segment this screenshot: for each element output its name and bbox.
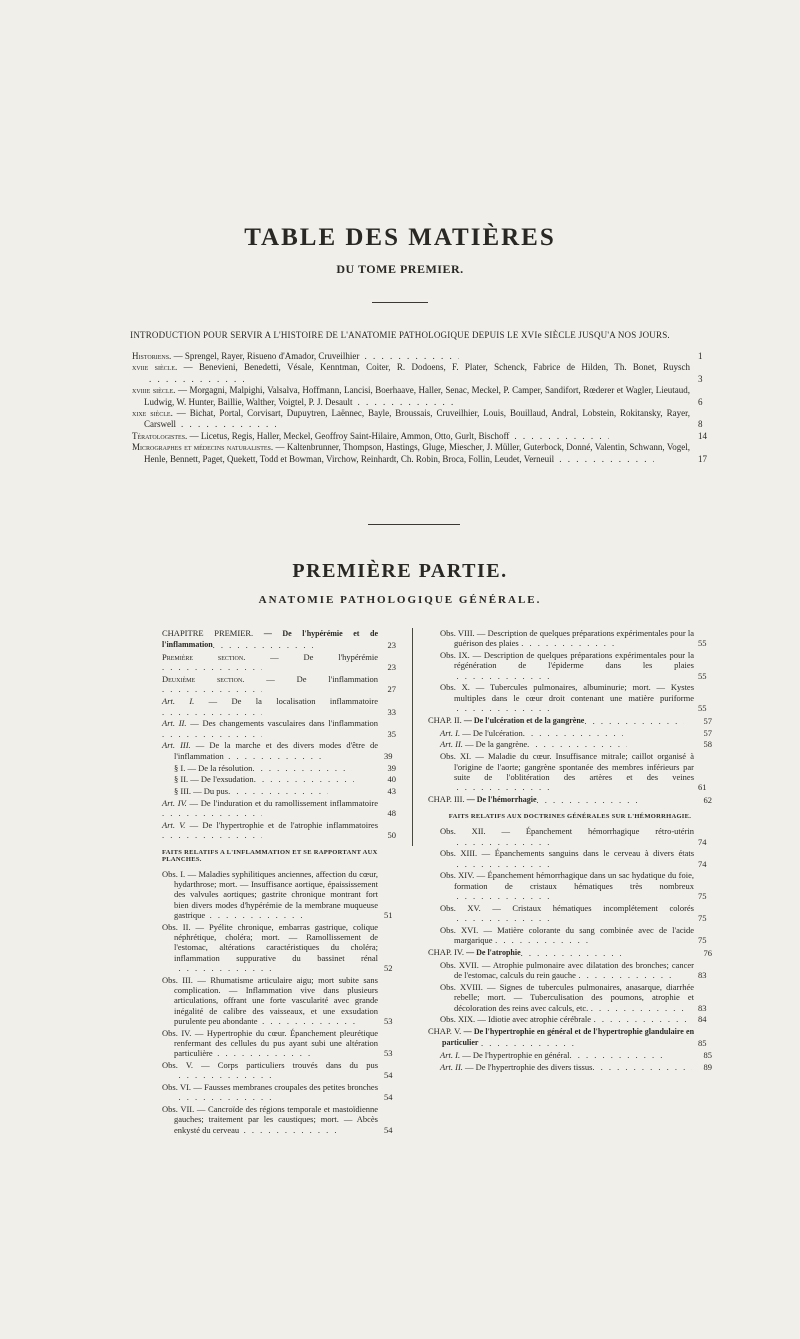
leader-dots <box>213 1048 313 1058</box>
obs-entry: Obs. VII. — Cancroïde des régions temporale et mastoïdienne gauches; traitement par les caustiques; mort. — Abcès enkysté du cerveau. . . 54 <box>162 1104 396 1135</box>
entry-label: Obs. IX. <box>440 650 470 661</box>
leader-dots <box>454 891 554 901</box>
leader-dots <box>353 397 453 408</box>
page-number: 48 <box>387 808 396 819</box>
obs-entry: Obs. XIX. — Idiotie avec atrophie cérébrale. . . 84 <box>428 1014 712 1024</box>
entry-label: Obs. XI. <box>440 751 472 762</box>
title-rule <box>372 302 428 303</box>
entry-text: — Corps particuliers trouvés dans du pus <box>201 1059 379 1070</box>
obs-entry: Obs. VI. — Fausses membranes croupales des petites bronches. . . 54 <box>162 1082 396 1103</box>
page-number: 33 <box>387 706 396 717</box>
entry-text: — De l'ulcération <box>462 727 523 738</box>
entry-text: — Cristaux hématiques incomplétement colorés <box>492 902 694 913</box>
leader-dots <box>224 751 324 761</box>
toc-entry <box>162 763 396 773</box>
entry-label: § III. <box>174 786 191 797</box>
entry-text: — Description de quelques préparations expérimentales pour la guérison des plaies <box>454 628 695 649</box>
leader-dots <box>205 910 305 920</box>
right-column <box>428 628 712 1074</box>
entry-label: Micrographes et médecins naturalistes. <box>132 442 274 453</box>
entry-label: Obs. II. <box>162 921 191 932</box>
entry-label: Obs. I. <box>162 868 186 879</box>
entry-text: — De l'hypérémie <box>270 652 378 663</box>
leader-dots <box>174 1070 274 1080</box>
obs-entry: Obs. XI. — Maladie du cœur. Insuffisance mitrale; caillot organisé à l'origine de l'aorte; gangrène spontanée des membres inférieurs par suite de l'oblitération des artères et des veines. . . 61 <box>428 751 712 792</box>
entry-text: — Rhumatisme articulaire aigu; mort subite sans complication. — Inflammation vive dans plusieurs articulations, offrant une forte vascularité avec grande inégalité de calibre des vaisseaux, et une exsudation purulente peu abondante <box>174 974 378 1026</box>
page-number: 35 <box>387 728 396 739</box>
leader-dots <box>162 830 262 840</box>
leader-dots <box>527 739 627 749</box>
obs-entry: Obs. IV. — Hypertrophie du cœur. Épanchement pleurétique renfermant des cellules du pus ayant subi une altération particulière. . . 53 <box>162 1028 396 1059</box>
obs-entry: Obs. XII. — Épanchement hémorrhagique rétro-utérin. . . 74 <box>428 826 712 847</box>
entry-label: Art. II. <box>162 718 187 729</box>
entry-text: — Morgagni, Malpighi, Valsalva, Hoffmann, Lancisi, Boerhaave, Haller, Senac, Meckel, P. Camper, Sandifort, Rœderer et Wagler, Lieutaud, Ludwig, W. Hunter, Baillie, Walther, Voigtel, P. J. Desault <box>144 385 690 407</box>
entry-label: Art. I. <box>440 1050 461 1061</box>
entry-label: xviiie siècle. <box>132 385 176 396</box>
obs-entry: Obs. II. — Pyélite chronique, embarras gastrique, colique néphrétique, choléra; mort. — Ramollissement de l'estomac, altérations caractéristiques du choléra; inflammation suppurative du bassinet rénal. . . 52 <box>162 922 396 973</box>
entry-label: Obs. XVI. <box>440 924 479 935</box>
leader-dots <box>493 935 593 945</box>
obs-entry: Obs. VIII. — Description de quelques préparations expérimentales pour la guérison des plaies. . . 55 <box>428 628 712 649</box>
toc-entry <box>162 652 396 673</box>
entry-text: — Atrophie pulmonaire avec dilatation des bronches; cancer de l'estomac, calculs du rein gauche <box>454 959 695 981</box>
obs-entry: Obs. XV. — Cristaux hématiques incomplétement colorés. . . 75 <box>428 903 712 924</box>
entry-text: — Maladies syphilitiques anciennes, affection du cœur, hydarthrose; mort. — Insuffisance aortique, épaississement des valvules aortiques; gastrite chronique montrant fort bien divers modes d'hypérémie de la membrane muqueuse gastrique <box>174 868 378 920</box>
page-number: 43 <box>387 786 396 797</box>
page-number: 50 <box>387 830 396 841</box>
obs-entry: Obs. XIV. — Épanchement hémorrhagique dans un sac hydatique du foie, formation de cristaux hématiques très nombreux. . . 75 <box>428 870 712 901</box>
entry-text: — Licetus, Regis, Haller, Meckel, Geoffroy Saint-Hilaire, Ammon, Otto, Gurlt, Bischoff <box>189 430 510 441</box>
chapter-entry <box>428 947 712 958</box>
entry-label: Obs. IV. <box>162 1027 192 1038</box>
leader-dots <box>144 374 244 385</box>
page-number: 85 <box>703 1050 712 1061</box>
obs-entry: Obs. I. — Maladies syphilitiques anciennes, affection du cœur, hydarthrose; mort. — Insuffisance aortique, épaississement des valvules aortiques; gastrite chronique montrant fort bien divers modes d'hypérémie de la membrane muqueuse gastrique. . . 51 <box>162 869 396 920</box>
entry-text: — De l'ulcération et de la gangrène <box>463 715 585 725</box>
entry-label: Première section. <box>162 652 246 663</box>
entry-label: Obs. V. <box>162 1059 193 1070</box>
toc-entry <box>162 774 396 784</box>
intro-entry: Historiens. — Sprengel, Rayer, Risueno d'Amador, Cruveilhier. . . 1 <box>132 351 710 362</box>
entry-label: Obs. III. <box>162 974 193 985</box>
entry-text: — De l'hémorrhagie <box>466 794 537 804</box>
page-number: 76 <box>703 948 712 959</box>
leader-dots <box>254 774 354 784</box>
main-title: TABLE DES MATIÈRES <box>244 224 556 251</box>
leader-dots <box>509 431 609 442</box>
leader-dots <box>239 1125 339 1135</box>
page-number: 57 <box>703 727 712 738</box>
entry-text: — De la localisation inflammatoire <box>208 696 378 707</box>
leader-dots <box>576 970 676 980</box>
entry-text: — Bichat, Portal, Corvisart, Dupuytren, Laënnec, Bayle, Broussais, Cruveilhier, Louis, Bouillaud, Andral, Lobstein, Rokitansky, Rayer, Carswell <box>144 408 690 430</box>
leader-dots <box>174 1092 274 1102</box>
entry-text: — De l'exsudation <box>190 774 254 785</box>
page-number: 62 <box>703 794 712 805</box>
entry-text: — Idiotie avec atrophie cérébrale <box>477 1014 592 1025</box>
entry-label: Obs. XIV. <box>440 870 475 881</box>
entry-label: Obs. XII. <box>440 826 486 837</box>
entry-text: — Benevieni, Benedetti, Vésale, Kenntman, Coiter, R. Dodoens, F. Plater, Schenck, Fabrice de Hilden, Th. Bonet, Ruysch <box>183 362 690 373</box>
entry-text: — De l'induration et du ramollissement inflammatoire <box>189 797 378 808</box>
entry-label: CHAP. II. <box>428 714 462 725</box>
toc-entry <box>428 1050 712 1060</box>
entry-label: CHAP. IV. <box>428 947 464 958</box>
entry-label: Art. I. <box>440 727 461 738</box>
section-heading: FAITS RELATIFS AUX DOCTRINES GÉNÉRALES SUR L'HÉMORRHAGIE. <box>448 813 692 821</box>
leader-dots <box>252 763 352 773</box>
entry-text: — Épanchements sanguins dans le cerveau à divers états <box>481 848 695 859</box>
page-number: 58 <box>703 739 712 750</box>
toc-entry <box>162 820 396 841</box>
toc-entry <box>162 674 396 695</box>
leader-dots <box>521 948 621 958</box>
entry-label: Obs. X. <box>440 682 470 693</box>
entry-label: Historiens. <box>132 351 172 361</box>
leader-dots <box>213 640 313 650</box>
entry-text: — Épanchement hémorrhagique dans un sac hydatique du foie, formation de cristaux hématiques très nombreux <box>454 870 694 891</box>
leader-dots <box>478 1038 578 1048</box>
entry-text: — De l'atrophie <box>466 948 521 958</box>
leader-dots <box>162 808 262 818</box>
toc-entry <box>428 739 712 749</box>
toc-entry <box>162 628 396 651</box>
entry-text: — De l'hypertrophie en général <box>462 1050 570 1061</box>
entry-label: Art. II. <box>440 739 463 750</box>
entry-label: Deuxième section. <box>162 674 245 685</box>
entry-label: xixe siècle. <box>132 408 173 419</box>
leader-dots <box>592 1062 692 1072</box>
leader-dots <box>554 454 654 465</box>
column-divider <box>412 628 413 846</box>
intro-entry: xixe siècle. — Bichat, Portal, Corvisart, Dupuytren, Laënnec, Bayle, Broussais, Cruveilhier, Louis, Bouillaud, Andral, Lobstein, Rokitansky, Rayer, Carswell. . . 8 <box>132 408 710 431</box>
sub-title: DU TOME PREMIER. <box>336 262 464 276</box>
entry-text: — De la marche et des divers modes d'être de l'inflammation <box>174 740 378 761</box>
obs-entry: Obs. V. — Corps particuliers trouvés dans du pus. . . 54 <box>162 1060 396 1081</box>
entry-label: Obs. XVII. <box>440 959 479 970</box>
entry-label: Tératologistes. <box>132 430 188 441</box>
entry-text: — Description de quelques préparations expérimentales pour la régénération de l'épiderme dans les plaies <box>454 650 694 671</box>
entry-text: — De l'hypertrophie des divers tissus <box>465 1061 593 1072</box>
entry-label: § II. <box>174 774 189 785</box>
leader-dots <box>162 707 262 717</box>
entry-text: — Fausses membranes croupales des petites bronches <box>193 1082 379 1093</box>
leader-dots <box>454 671 554 681</box>
leader-dots <box>588 1003 688 1013</box>
entry-text: — Du pus <box>193 786 229 797</box>
leader-dots <box>537 795 637 805</box>
leader-dots <box>584 716 684 726</box>
intro-list <box>132 351 710 465</box>
chapter-entry <box>428 794 712 805</box>
part-title: PREMIÈRE PARTIE. <box>292 560 508 582</box>
leader-dots <box>454 703 554 713</box>
entry-text: — Tubercules pulmonaires, albuminurie; mort. — Kystes multiples dans le cœur droit contenant une matière puriforme <box>454 682 695 703</box>
toc-entry <box>162 718 396 739</box>
chapter-entry: CHAP. V. — De l'hypertrophie en général et de l'hypertrophie glandulaire en particulier. . . 85 <box>428 1026 712 1049</box>
entry-label: Obs. VII. <box>162 1104 195 1115</box>
page-number: 40 <box>387 774 396 785</box>
intro-entry: Micrographes et médecins naturalistes. — Kaltenbrunner, Thompson, Hastings, Gluge, Miescher, J. Müller, Guterbock, Donné, Valentin, Schwann, Vogel, Henle, Bennett, Paget, Quekett, Todd et Bowman, Virchow, Reinhardt, Ch. Robin, Broca, Follin, Leudet, Verneuil. . . 17 <box>132 442 710 465</box>
entry-text: — Kaltenbrunner, Thompson, Hastings, Gluge, Miescher, J. Müller, Guterbock, Donné, Valentin, Schwann, Vogel, Henle, Bennett, Paget, Quekett, Todd et Bowman, Virchow, Reinhardt, Ch. Robin, Broca, Follin, Leudet, Verneuil <box>144 442 690 464</box>
page-number: 27 <box>387 684 396 695</box>
leader-dots <box>591 1014 691 1024</box>
toc-entry <box>428 1062 712 1072</box>
leader-dots <box>228 786 328 796</box>
entry-text: — Hypertrophie du cœur. Épanchement pleurétique renfermant des cellules du pus ayant subi une altération particulière <box>174 1027 378 1059</box>
entry-text: — Des changements vasculaires dans l'inflammation <box>190 718 379 729</box>
entry-label: Obs. XV. <box>440 902 481 913</box>
entry-label: Obs. VI. <box>162 1082 192 1093</box>
leader-dots <box>174 963 274 973</box>
entry-text: — Épanchement hémorrhagique rétro-utérin <box>501 826 695 837</box>
entry-text: — De l'hypérémie et de l'inflammation <box>162 629 378 650</box>
obs-entry: Obs. XVII. — Atrophie pulmonaire avec dilatation des bronches; cancer de l'estomac, calculs du rein gauche. . . 83 <box>428 960 712 981</box>
entry-text: — Maladie du cœur. Insuffisance mitrale; caillot organisé à l'origine de l'aorte; gangrène spontanée des membres inférieurs par suite de l'oblitération des artères et des veines <box>454 751 694 782</box>
entry-text: — De la résolution <box>187 762 253 773</box>
obs-entry: Obs. XVI. — Matière colorante du sang combinée avec de l'acide margarique. . . 75 <box>428 925 712 946</box>
leader-dots <box>569 1050 669 1060</box>
intro-heading: INTRODUCTION POUR SERVIR A L'HISTOIRE DE L'ANATOMIE PATHOLOGIQUE DEPUIS LE XVIe SIÈCLE JUSQU'A NOS JOURS. <box>130 330 670 340</box>
entry-label: Art. I. <box>162 696 195 707</box>
leader-dots <box>454 913 554 923</box>
entry-text: — Signes de tubercules pulmonaires, anasarque, diarrhée rebelle; mort. — Tuberculisation des poumons, atrophie et décoloration des reins avec calculs, etc. <box>454 981 695 1013</box>
entry-label: Art. II. <box>440 1061 463 1072</box>
entry-text: — Matière colorante du sang combinée avec de l'acide margarique <box>454 924 694 946</box>
obs-entry: Obs. X. — Tubercules pulmonaires, albuminurie; mort. — Kystes multiples dans le cœur droit contenant une matière puriforme. . . 55 <box>428 682 712 713</box>
page-number: 89 <box>703 1061 712 1072</box>
page-number: 39 <box>387 762 396 773</box>
obs-entry: Obs. IX. — Description de quelques préparations expérimentales pour la régénération de l'épiderme dans les plaies. . . 55 <box>428 650 712 681</box>
toc-entry <box>162 786 396 796</box>
entry-label: Obs. VIII. <box>440 628 475 638</box>
entry-label: xviie siècle. <box>132 362 178 373</box>
toc-entry <box>162 798 396 819</box>
toc-entry <box>428 728 712 738</box>
entry-text: — De la gangrène <box>465 739 528 750</box>
toc-entry: Art. III. — De la marche et des divers modes d'être de l'inflammation. . . 39 <box>162 740 396 761</box>
section-heading: FAITS RELATIFS A L'INFLAMMATION ET SE RAPPORTANT AUX PLANCHES. <box>162 848 378 863</box>
leader-dots <box>359 351 459 362</box>
part-subtitle: ANATOMIE PATHOLOGIQUE GÉNÉRALE. <box>258 594 542 606</box>
intro-entry: Tératologistes. — Licetus, Regis, Haller, Meckel, Geoffroy Saint-Hilaire, Ammon, Otto, Gurlt, Bischoff. . . 14 <box>132 431 710 442</box>
page-number: 23 <box>387 640 396 651</box>
page-number: 57 <box>703 715 712 726</box>
entry-label: Obs. XVIII. <box>440 981 483 992</box>
entry-label: Art. IV. <box>162 797 187 808</box>
entry-label: Art. III. <box>162 740 191 751</box>
entry-text: — De l'hypertrophie en général et de l'hypertrophie glandulaire en particulier <box>442 1027 695 1048</box>
leader-dots <box>162 684 262 694</box>
entry-label: § I. <box>174 762 186 773</box>
leader-dots <box>258 1016 358 1026</box>
leader-dots <box>162 729 262 739</box>
leader-dots <box>454 859 554 869</box>
entry-label: Art. V. <box>162 820 186 831</box>
entry-label: Obs. XIII. <box>440 848 478 859</box>
toc-entry <box>162 696 396 717</box>
leader-dots <box>454 782 554 792</box>
entry-label: CHAP. III. <box>428 793 465 804</box>
leader-dots <box>519 638 619 648</box>
leader-dots <box>454 837 554 847</box>
entry-label: CHAP. V. <box>428 1026 462 1037</box>
obs-entry: Obs. XIII. — Épanchements sanguins dans le cerveau à divers états. . . 74 <box>428 848 712 869</box>
entry-text: — Sprengel, Rayer, Risueno d'Amador, Cruveilhier <box>173 351 360 361</box>
section-rule <box>368 524 460 525</box>
entry-text: — Pyélite chronique, embarras gastrique, colique néphrétique, choléra; mort. — Ramollissement de l'estomac, altérations caractéristiques du choléra; inflammation suppurative du bassinet rénal <box>174 921 379 963</box>
obs-entry: Obs. III. — Rhumatisme articulaire aigu; mort subite sans complication. — Inflammation vive dans plusieurs articulations, offrant une forte vascularité avec grande inégalité de calibre des vaisseaux, et une exsudation purulente peu abondante. . . 53 <box>162 975 396 1026</box>
entry-label: Obs. XIX. <box>440 1014 476 1025</box>
entry-text: — De l'hypertrophie et de l'atrophie inflammatoires <box>189 820 378 831</box>
entry-text: — De l'inflammation <box>266 674 378 685</box>
obs-entry: Obs. XVIII. — Signes de tubercules pulmonaires, anasarque, diarrhée rebelle; mort. — Tuberculisation des poumons, atrophie et décoloration des reins avec calculs, etc.. . . 83 <box>428 982 712 1013</box>
intro-entry: xviiie siècle. — Morgagni, Malpighi, Valsalva, Hoffmann, Lancisi, Boerhaave, Haller, Senac, Meckel, P. Camper, Sandifort, Rœderer et Wagler, Lieutaud, Ludwig, W. Hunter, Baillie, Walther, Voigtel, P. J. Desault. . . 6 <box>132 385 710 408</box>
leader-dots <box>162 662 262 672</box>
intro-entry: xviie siècle. — Benevieni, Benedetti, Vésale, Kenntman, Coiter, R. Dodoens, F. Plater, Schenck, Fabrice de Hilden, Th. Bonet, Ruysch. . . 3 <box>132 362 710 385</box>
left-column <box>162 628 396 1137</box>
entry-label: CHAPITRE PREMIER. <box>162 628 254 638</box>
leader-dots <box>523 728 623 738</box>
entry-text: — Cancroïde des régions temporale et mastoïdienne gauches; traitement par les caustiques; mort. — Abcès enkysté du cerveau <box>174 1104 379 1135</box>
page-number: 23 <box>387 662 396 673</box>
chapter-entry <box>428 715 712 726</box>
leader-dots <box>176 419 276 430</box>
